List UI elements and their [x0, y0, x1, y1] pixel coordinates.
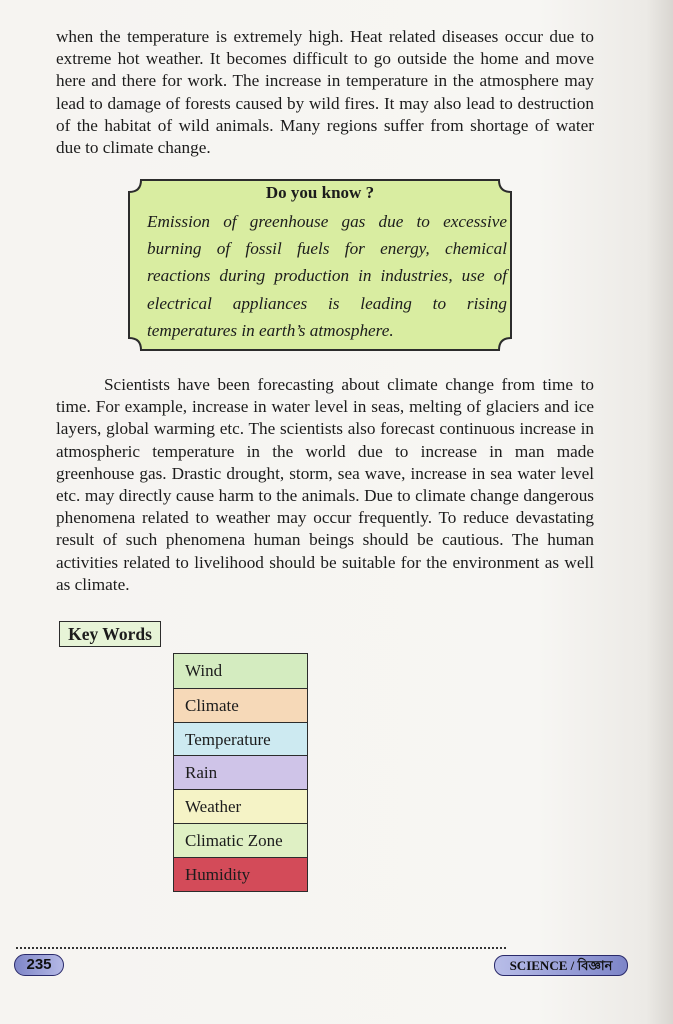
key-word-weather: Weather [174, 789, 307, 823]
subject-badge: SCIENCE / বিজ্ঞান [494, 955, 628, 976]
scientists-paragraph: Scientists have been forecasting about climate change from time to time. For example, increase in water level in seas, melting of glaciers and ice layers, global warming etc. The scientists also forecast continuous increase in atmospheric temperature in the world due to increase in man made greenhouse gas. Drastic drought, storm, sea wave, increase in sea water level etc. may directly cause harm to the animals. Due to climate change dangerous phenomena related to weather may occur frequently. To reduce devastating result of such phenomena human beings should be cautious. The human activities related to livelihood should be suitable for the environment as well as climate. [56, 375, 594, 594]
did-you-know-title: Do you know ? [265, 183, 375, 202]
key-word-wind: Wind [174, 654, 307, 688]
key-word-climatic-zone: Climatic Zone [174, 823, 307, 857]
intro-paragraph: when the temperature is extremely high. Heat related diseases occur due to extreme hot weather. It becomes difficult to go outside the home and move here and there for work. The increase in temperature in the atmosphere may lead to damage of forests caused by wild fires. It may also lead to destruction of the habitat of wild animals. Many regions suffer from shortage of water due to climate change. [56, 27, 594, 158]
did-you-know-box [127, 178, 513, 352]
page-number-badge: 235 [14, 954, 64, 976]
key-word-climate: Climate [174, 688, 307, 722]
key-words-heading: Key Words [59, 621, 161, 647]
key-word-humidity: Humidity [174, 857, 307, 891]
did-you-know-text: Emission of greenhouse gas due to excessive burning of fossil fuels for energy, chemical reactions during production in industries, use of electrical appliances is leading to rising temperatures in earth’s atmosphere. [147, 212, 507, 340]
footer-dotted-rule [16, 947, 506, 949]
key-word-temperature: Temperature [174, 722, 307, 756]
key-word-rain: Rain [174, 755, 307, 789]
key-words-table [173, 653, 308, 892]
